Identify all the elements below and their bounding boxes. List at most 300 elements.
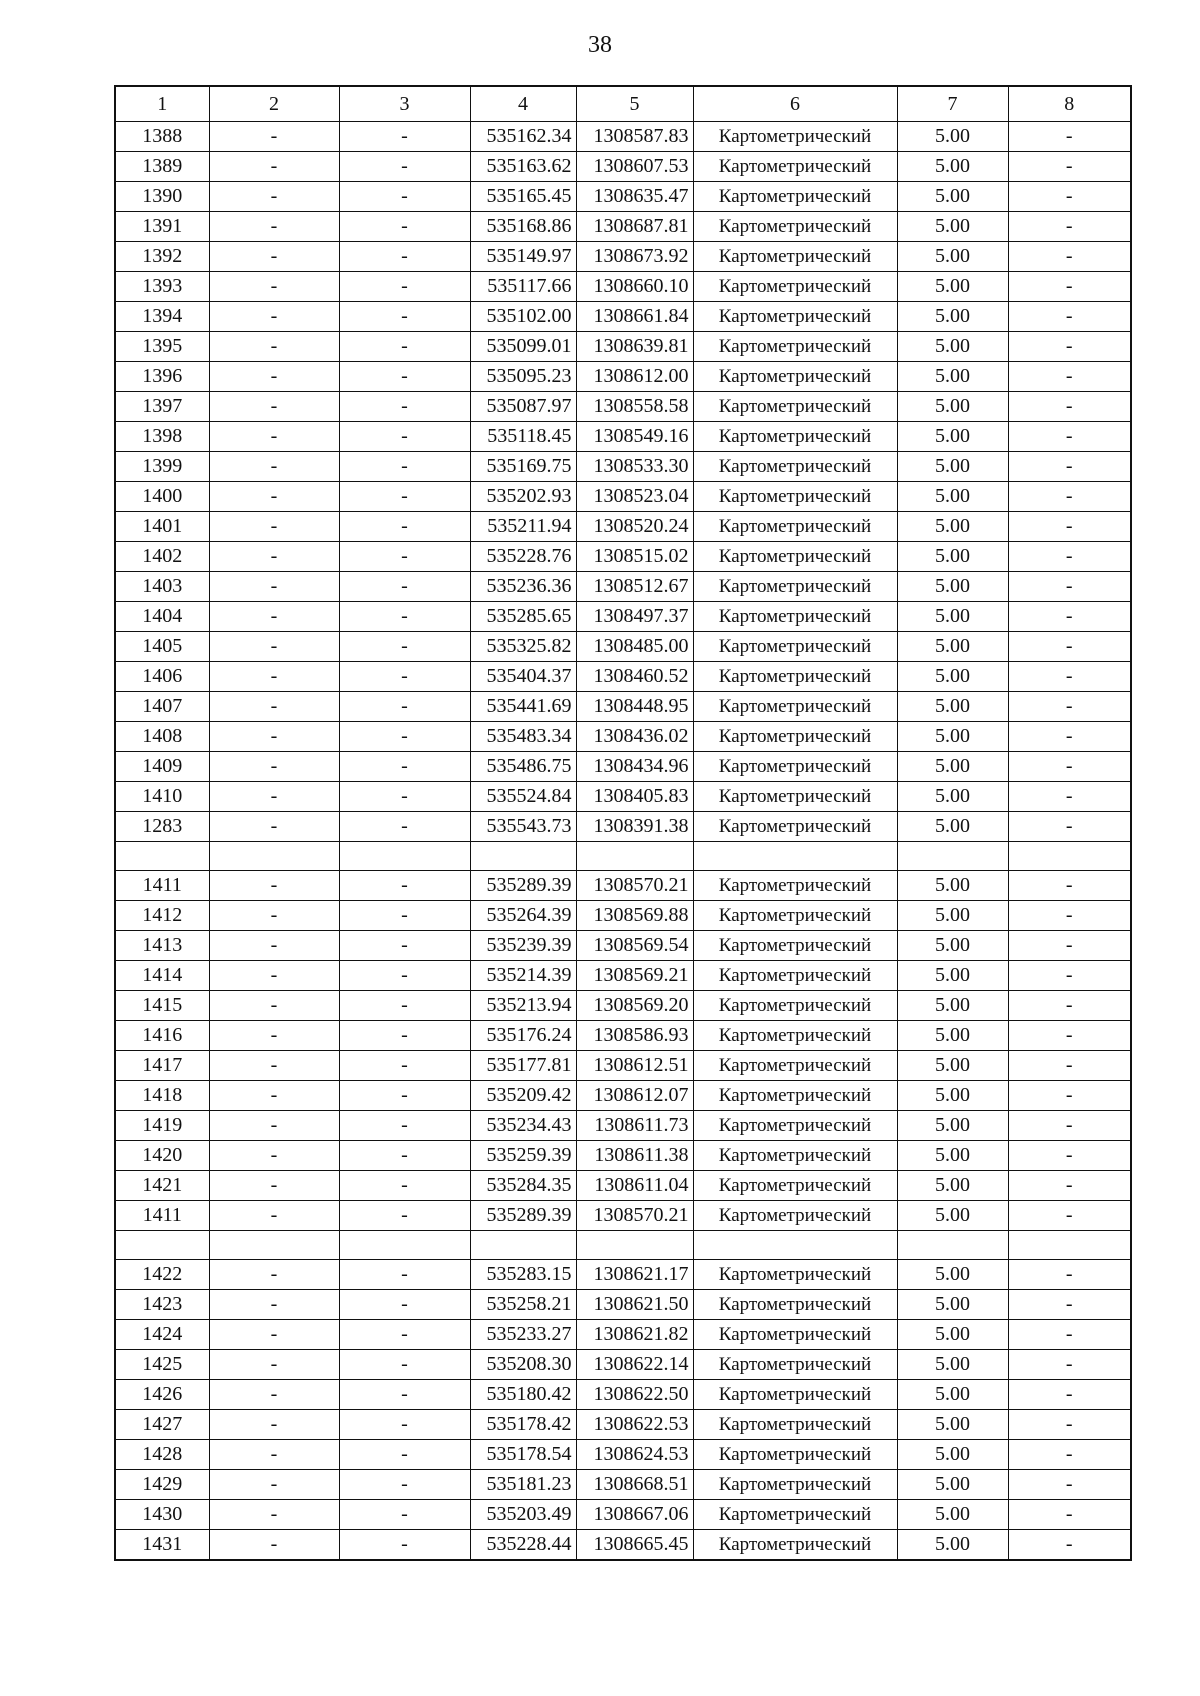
col8-cell: -	[1008, 632, 1131, 662]
col3-cell: -	[339, 1470, 470, 1500]
accuracy-cell: 5.00	[897, 961, 1008, 991]
x-coordinate-cell: 535202.93	[470, 482, 576, 512]
y-coordinate-cell: 1308569.20	[576, 991, 693, 1021]
x-coordinate-cell	[470, 1231, 576, 1260]
table-row	[115, 961, 1131, 991]
table-row	[115, 1410, 1131, 1440]
x-coordinate-cell: 535283.15	[470, 1260, 576, 1290]
method-cell	[693, 1231, 897, 1260]
col2-cell: -	[209, 692, 339, 722]
col3-cell: -	[339, 1021, 470, 1051]
col8-cell: -	[1008, 1320, 1131, 1350]
method-cell: Картометрический	[693, 242, 897, 272]
method-cell: Картометрический	[693, 302, 897, 332]
col3-cell: -	[339, 722, 470, 752]
method-cell: Картометрический	[693, 1171, 897, 1201]
accuracy-cell: 5.00	[897, 182, 1008, 212]
accuracy-cell: 5.00	[897, 1410, 1008, 1440]
col8-cell: -	[1008, 212, 1131, 242]
method-cell: Картометрический	[693, 1201, 897, 1231]
col8-cell: -	[1008, 302, 1131, 332]
x-coordinate-cell: 535543.73	[470, 812, 576, 842]
col8-cell: -	[1008, 422, 1131, 452]
point-number-cell: 1389	[115, 152, 209, 182]
y-coordinate-cell: 1308639.81	[576, 332, 693, 362]
y-coordinate-cell: 1308612.00	[576, 362, 693, 392]
y-coordinate-cell: 1308436.02	[576, 722, 693, 752]
method-cell: Картометрический	[693, 901, 897, 931]
method-cell: Картометрический	[693, 542, 897, 572]
col8-cell: -	[1008, 452, 1131, 482]
col8-cell: -	[1008, 152, 1131, 182]
y-coordinate-cell: 1308512.67	[576, 572, 693, 602]
col2-cell: -	[209, 212, 339, 242]
table-row	[115, 332, 1131, 362]
y-coordinate-cell: 1308570.21	[576, 1201, 693, 1231]
y-coordinate-cell: 1308515.02	[576, 542, 693, 572]
table-row	[115, 1141, 1131, 1171]
table-row	[115, 182, 1131, 212]
accuracy-cell: 5.00	[897, 1081, 1008, 1111]
accuracy-cell: 5.00	[897, 1500, 1008, 1530]
point-number-cell: 1398	[115, 422, 209, 452]
col8-cell: -	[1008, 332, 1131, 362]
col8-cell: -	[1008, 1410, 1131, 1440]
col8-cell: -	[1008, 1470, 1131, 1500]
col2-cell: -	[209, 901, 339, 931]
method-cell: Картометрический	[693, 1470, 897, 1500]
x-coordinate-cell: 535264.39	[470, 901, 576, 931]
point-number-cell: 1431	[115, 1530, 209, 1561]
col3-cell: -	[339, 452, 470, 482]
method-cell: Картометрический	[693, 1320, 897, 1350]
point-number-cell: 1403	[115, 572, 209, 602]
col2-cell: -	[209, 182, 339, 212]
table-row	[115, 152, 1131, 182]
x-coordinate-cell: 535228.44	[470, 1530, 576, 1561]
table-row	[115, 1470, 1131, 1500]
accuracy-cell: 5.00	[897, 812, 1008, 842]
accuracy-cell: 5.00	[897, 482, 1008, 512]
accuracy-cell: 5.00	[897, 1350, 1008, 1380]
accuracy-cell: 5.00	[897, 692, 1008, 722]
y-coordinate-cell: 1308635.47	[576, 182, 693, 212]
x-coordinate-cell: 535325.82	[470, 632, 576, 662]
col3-cell: -	[339, 212, 470, 242]
col8-cell: -	[1008, 961, 1131, 991]
col2-cell: -	[209, 1201, 339, 1231]
table-body	[115, 86, 1131, 1560]
x-coordinate-cell: 535203.49	[470, 1500, 576, 1530]
y-coordinate-cell: 1308622.14	[576, 1350, 693, 1380]
accuracy-cell: 5.00	[897, 452, 1008, 482]
method-cell: Картометрический	[693, 1290, 897, 1320]
point-number-cell: 1401	[115, 512, 209, 542]
table-row	[115, 602, 1131, 632]
col2-cell: -	[209, 422, 339, 452]
y-coordinate-cell: 1308667.06	[576, 1500, 693, 1530]
y-coordinate-cell: 1308558.58	[576, 392, 693, 422]
col8-cell: -	[1008, 1111, 1131, 1141]
method-cell: Картометрический	[693, 272, 897, 302]
col2-cell: -	[209, 572, 339, 602]
y-coordinate-cell: 1308665.45	[576, 1530, 693, 1561]
col2-cell: -	[209, 1500, 339, 1530]
accuracy-cell: 5.00	[897, 152, 1008, 182]
accuracy-cell: 5.00	[897, 1021, 1008, 1051]
col3-cell: -	[339, 1201, 470, 1231]
x-coordinate-cell: 535180.42	[470, 1380, 576, 1410]
table-row	[115, 1081, 1131, 1111]
col2-cell: -	[209, 1171, 339, 1201]
col3-cell: -	[339, 961, 470, 991]
point-number-cell: 1392	[115, 242, 209, 272]
table-row	[115, 1530, 1131, 1561]
accuracy-cell: 5.00	[897, 722, 1008, 752]
x-coordinate-cell: 535483.34	[470, 722, 576, 752]
x-coordinate-cell: 535259.39	[470, 1141, 576, 1171]
accuracy-cell: 5.00	[897, 542, 1008, 572]
point-number-cell: 1393	[115, 272, 209, 302]
col2-cell	[209, 1231, 339, 1260]
col8-cell: -	[1008, 1380, 1131, 1410]
accuracy-cell: 5.00	[897, 991, 1008, 1021]
x-coordinate-cell: 535168.86	[470, 212, 576, 242]
y-coordinate-cell: 1308687.81	[576, 212, 693, 242]
accuracy-cell	[897, 1231, 1008, 1260]
point-number-cell: 1429	[115, 1470, 209, 1500]
point-number-cell: 1412	[115, 901, 209, 931]
column-header: 2	[209, 86, 339, 122]
accuracy-cell: 5.00	[897, 871, 1008, 901]
table-row	[115, 1021, 1131, 1051]
x-coordinate-cell: 535162.34	[470, 122, 576, 152]
point-number-cell: 1388	[115, 122, 209, 152]
y-coordinate-cell: 1308460.52	[576, 662, 693, 692]
point-number-cell: 1427	[115, 1410, 209, 1440]
table-row	[115, 272, 1131, 302]
col2-cell: -	[209, 452, 339, 482]
col2-cell: -	[209, 122, 339, 152]
accuracy-cell: 5.00	[897, 272, 1008, 302]
method-cell: Картометрический	[693, 1111, 897, 1141]
x-coordinate-cell	[470, 842, 576, 871]
y-coordinate-cell: 1308622.53	[576, 1410, 693, 1440]
x-coordinate-cell: 535208.30	[470, 1350, 576, 1380]
col8-cell: -	[1008, 122, 1131, 152]
accuracy-cell: 5.00	[897, 242, 1008, 272]
col3-cell: -	[339, 632, 470, 662]
method-cell: Картометрический	[693, 812, 897, 842]
col2-cell: -	[209, 1081, 339, 1111]
y-coordinate-cell: 1308586.93	[576, 1021, 693, 1051]
col3-cell: -	[339, 991, 470, 1021]
col3-cell: -	[339, 152, 470, 182]
table-row	[115, 1111, 1131, 1141]
col2-cell: -	[209, 1470, 339, 1500]
col3-cell: -	[339, 302, 470, 332]
method-cell: Картометрический	[693, 512, 897, 542]
y-coordinate-cell: 1308549.16	[576, 422, 693, 452]
method-cell: Картометрический	[693, 1081, 897, 1111]
table-row	[115, 782, 1131, 812]
point-number-cell: 1408	[115, 722, 209, 752]
table-row	[115, 632, 1131, 662]
point-number-cell: 1399	[115, 452, 209, 482]
accuracy-cell: 5.00	[897, 1470, 1008, 1500]
col3-cell: -	[339, 1530, 470, 1561]
method-cell: Картометрический	[693, 871, 897, 901]
col3-cell: -	[339, 122, 470, 152]
table-row	[115, 931, 1131, 961]
table-row	[115, 871, 1131, 901]
table-row	[115, 302, 1131, 332]
col8-cell: -	[1008, 392, 1131, 422]
col8-cell: -	[1008, 931, 1131, 961]
table-row	[115, 572, 1131, 602]
method-cell: Картометрический	[693, 1141, 897, 1171]
col3-cell: -	[339, 1111, 470, 1141]
accuracy-cell	[897, 842, 1008, 871]
method-cell: Картометрический	[693, 961, 897, 991]
col2-cell: -	[209, 1350, 339, 1380]
accuracy-cell: 5.00	[897, 362, 1008, 392]
accuracy-cell: 5.00	[897, 1440, 1008, 1470]
col2-cell: -	[209, 482, 339, 512]
point-number-cell: 1420	[115, 1141, 209, 1171]
col2-cell: -	[209, 152, 339, 182]
accuracy-cell: 5.00	[897, 392, 1008, 422]
col3-cell: -	[339, 1350, 470, 1380]
table-row	[115, 991, 1131, 1021]
table-row	[115, 512, 1131, 542]
x-coordinate-cell: 535178.42	[470, 1410, 576, 1440]
y-coordinate-cell: 1308621.50	[576, 1290, 693, 1320]
y-coordinate-cell: 1308523.04	[576, 482, 693, 512]
method-cell: Картометрический	[693, 452, 897, 482]
table-row	[115, 1260, 1131, 1290]
col2-cell: -	[209, 1141, 339, 1171]
col8-cell: -	[1008, 782, 1131, 812]
col8-cell: -	[1008, 512, 1131, 542]
col8-cell	[1008, 1231, 1131, 1260]
accuracy-cell: 5.00	[897, 602, 1008, 632]
col2-cell: -	[209, 931, 339, 961]
col2-cell: -	[209, 812, 339, 842]
method-cell: Картометрический	[693, 662, 897, 692]
method-cell: Картометрический	[693, 332, 897, 362]
y-coordinate-cell: 1308611.73	[576, 1111, 693, 1141]
method-cell: Картометрический	[693, 1530, 897, 1561]
col8-cell: -	[1008, 812, 1131, 842]
point-number-cell: 1391	[115, 212, 209, 242]
x-coordinate-cell: 535404.37	[470, 662, 576, 692]
method-cell: Картометрический	[693, 152, 897, 182]
col3-cell: -	[339, 182, 470, 212]
x-coordinate-cell: 535095.23	[470, 362, 576, 392]
method-cell: Картометрический	[693, 991, 897, 1021]
point-number-cell: 1424	[115, 1320, 209, 1350]
point-number-cell: 1411	[115, 1201, 209, 1231]
col2-cell: -	[209, 602, 339, 632]
y-coordinate-cell: 1308569.54	[576, 931, 693, 961]
col8-cell: -	[1008, 752, 1131, 782]
point-number-cell: 1416	[115, 1021, 209, 1051]
accuracy-cell: 5.00	[897, 122, 1008, 152]
col8-cell: -	[1008, 272, 1131, 302]
col8-cell: -	[1008, 182, 1131, 212]
accuracy-cell: 5.00	[897, 662, 1008, 692]
col2-cell: -	[209, 332, 339, 362]
page-number: 38	[588, 32, 612, 58]
x-coordinate-cell: 535209.42	[470, 1081, 576, 1111]
x-coordinate-cell: 535486.75	[470, 752, 576, 782]
y-coordinate-cell: 1308485.00	[576, 632, 693, 662]
col2-cell: -	[209, 1021, 339, 1051]
y-coordinate-cell: 1308569.21	[576, 961, 693, 991]
accuracy-cell: 5.00	[897, 1290, 1008, 1320]
col2-cell: -	[209, 1051, 339, 1081]
table-row	[115, 452, 1131, 482]
y-coordinate-cell: 1308612.51	[576, 1051, 693, 1081]
method-cell: Картометрический	[693, 1350, 897, 1380]
x-coordinate-cell: 535117.66	[470, 272, 576, 302]
table-row	[115, 722, 1131, 752]
accuracy-cell: 5.00	[897, 1051, 1008, 1081]
col3-cell: -	[339, 1081, 470, 1111]
table-row	[115, 1171, 1131, 1201]
accuracy-cell: 5.00	[897, 931, 1008, 961]
col3-cell: -	[339, 1500, 470, 1530]
col8-cell: -	[1008, 1350, 1131, 1380]
point-number-cell: 1422	[115, 1260, 209, 1290]
col3-cell: -	[339, 512, 470, 542]
point-number-cell: 1404	[115, 602, 209, 632]
method-cell: Картометрический	[693, 602, 897, 632]
x-coordinate-cell: 535165.45	[470, 182, 576, 212]
accuracy-cell: 5.00	[897, 512, 1008, 542]
col3-cell: -	[339, 662, 470, 692]
col3-cell: -	[339, 1051, 470, 1081]
method-cell: Картометрический	[693, 1051, 897, 1081]
table-row	[115, 542, 1131, 572]
method-cell: Картометрический	[693, 782, 897, 812]
col8-cell: -	[1008, 362, 1131, 392]
table-row	[115, 752, 1131, 782]
table-row	[115, 901, 1131, 931]
accuracy-cell: 5.00	[897, 1260, 1008, 1290]
table-row	[115, 1350, 1131, 1380]
col3-cell: -	[339, 392, 470, 422]
x-coordinate-cell: 535236.36	[470, 572, 576, 602]
col2-cell: -	[209, 272, 339, 302]
col3-cell: -	[339, 362, 470, 392]
table-row	[115, 362, 1131, 392]
y-coordinate-cell: 1308624.53	[576, 1440, 693, 1470]
col3-cell: -	[339, 1320, 470, 1350]
col2-cell: -	[209, 991, 339, 1021]
accuracy-cell: 5.00	[897, 212, 1008, 242]
y-coordinate-cell: 1308661.84	[576, 302, 693, 332]
col2-cell: -	[209, 722, 339, 752]
method-cell: Картометрический	[693, 931, 897, 961]
y-coordinate-cell: 1308660.10	[576, 272, 693, 302]
col3-cell: -	[339, 1290, 470, 1320]
col8-cell: -	[1008, 1530, 1131, 1561]
method-cell: Картометрический	[693, 1440, 897, 1470]
col2-cell: -	[209, 1290, 339, 1320]
x-coordinate-cell: 535118.45	[470, 422, 576, 452]
table-row	[115, 1290, 1131, 1320]
point-number-cell: 1283	[115, 812, 209, 842]
x-coordinate-cell: 535214.39	[470, 961, 576, 991]
y-coordinate-cell: 1308448.95	[576, 692, 693, 722]
accuracy-cell: 5.00	[897, 422, 1008, 452]
x-coordinate-cell: 535099.01	[470, 332, 576, 362]
table-row	[115, 212, 1131, 242]
col2-cell: -	[209, 782, 339, 812]
col8-cell: -	[1008, 1021, 1131, 1051]
col3-cell: -	[339, 332, 470, 362]
col3-cell: -	[339, 542, 470, 572]
table-row	[115, 422, 1131, 452]
point-number-cell: 1426	[115, 1380, 209, 1410]
accuracy-cell: 5.00	[897, 302, 1008, 332]
point-number-cell: 1400	[115, 482, 209, 512]
point-number-cell: 1413	[115, 931, 209, 961]
col3-cell: -	[339, 1171, 470, 1201]
method-cell: Картометрический	[693, 362, 897, 392]
point-number-cell: 1419	[115, 1111, 209, 1141]
point-number-cell: 1425	[115, 1350, 209, 1380]
col8-cell: -	[1008, 1500, 1131, 1530]
table-row	[115, 1380, 1131, 1410]
accuracy-cell: 5.00	[897, 1320, 1008, 1350]
accuracy-cell: 5.00	[897, 1201, 1008, 1231]
method-cell: Картометрический	[693, 572, 897, 602]
method-cell: Картометрический	[693, 692, 897, 722]
accuracy-cell: 5.00	[897, 901, 1008, 931]
y-coordinate-cell: 1308405.83	[576, 782, 693, 812]
col8-cell: -	[1008, 602, 1131, 632]
point-number-cell: 1410	[115, 782, 209, 812]
col3-cell: -	[339, 272, 470, 302]
x-coordinate-cell: 535285.65	[470, 602, 576, 632]
accuracy-cell: 5.00	[897, 1380, 1008, 1410]
x-coordinate-cell: 535289.39	[470, 871, 576, 901]
col8-cell: -	[1008, 1051, 1131, 1081]
accuracy-cell: 5.00	[897, 752, 1008, 782]
col8-cell: -	[1008, 1171, 1131, 1201]
col3-cell: -	[339, 901, 470, 931]
column-header: 5	[576, 86, 693, 122]
col2-cell: -	[209, 392, 339, 422]
table-row	[115, 1201, 1131, 1231]
y-coordinate-cell: 1308611.04	[576, 1171, 693, 1201]
y-coordinate-cell: 1308569.88	[576, 901, 693, 931]
x-coordinate-cell: 535213.94	[470, 991, 576, 1021]
y-coordinate-cell: 1308611.38	[576, 1141, 693, 1171]
col8-cell: -	[1008, 991, 1131, 1021]
table-row	[115, 482, 1131, 512]
y-coordinate-cell: 1308570.21	[576, 871, 693, 901]
method-cell: Картометрический	[693, 482, 897, 512]
x-coordinate-cell: 535234.43	[470, 1111, 576, 1141]
col2-cell: -	[209, 871, 339, 901]
x-coordinate-cell: 535178.54	[470, 1440, 576, 1470]
col8-cell: -	[1008, 1201, 1131, 1231]
y-coordinate-cell: 1308497.37	[576, 602, 693, 632]
